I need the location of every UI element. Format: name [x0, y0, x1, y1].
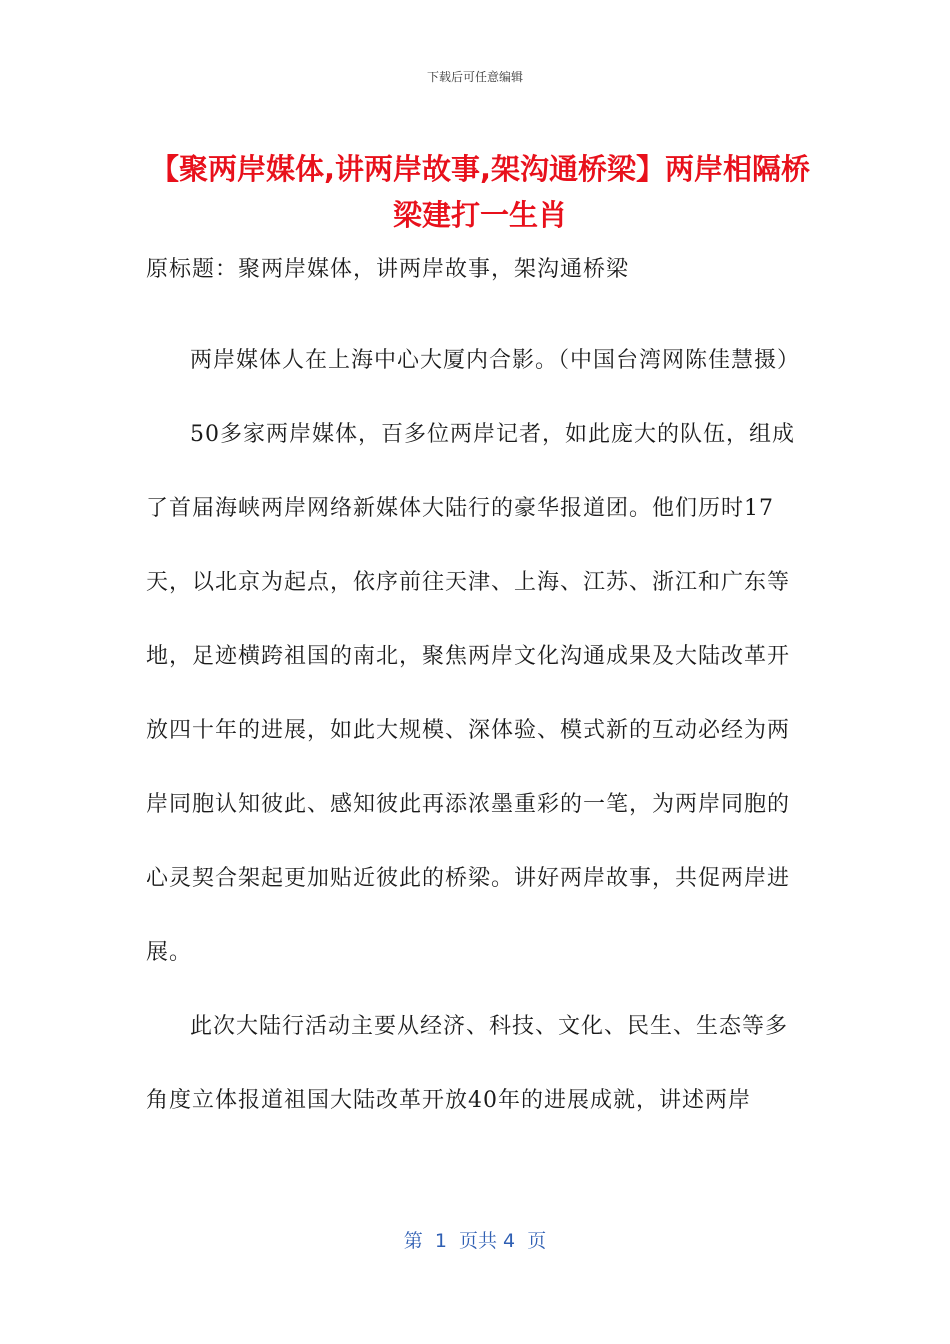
original-title: 原标题：聚两岸媒体，讲两岸故事，架沟通桥梁: [146, 257, 630, 282]
header-note: 下载后可任意编辑: [426, 70, 523, 84]
document-title: 【聚两岸媒体,讲两岸故事,架沟通桥梁】两岸相隔桥梁建打一生肖: [149, 152, 811, 232]
page-footer: 第 1 页共 4 页: [403, 1230, 547, 1252]
body-paragraph: 此次大陆行活动主要从经济、科技、文化、民生、生态等多角度立体报道祖国大陆改革开放40年的进展成就，讲述两岸: [146, 1014, 789, 1113]
body-paragraph: 50多家两岸媒体，百多位两岸记者，如此庞大的队伍，组成了首届海峡两岸网络新媒体大陆行的豪华报道团。他们历时17天，以北京为起点，依序前往天津、上海、江苏、浙江和广东等地，足迹横跨祖国的南北，聚焦两岸文化沟通成果及大陆改革开放四十年的进展，如此大规模、深体验、模式新的互动必经为两岸同胞认知彼此、感知彼此再添浓墨重彩的一笔，为两岸同胞的心灵契合架起更加贴近彼此的桥梁。讲好两岸故事，共促两岸进展。: [146, 422, 795, 965]
document-body: [146, 250, 806, 1138]
photo-caption-paragraph: 两岸媒体人在上海中心大厦内合影。（中国台湾网陈佳慧摄）: [190, 348, 801, 373]
